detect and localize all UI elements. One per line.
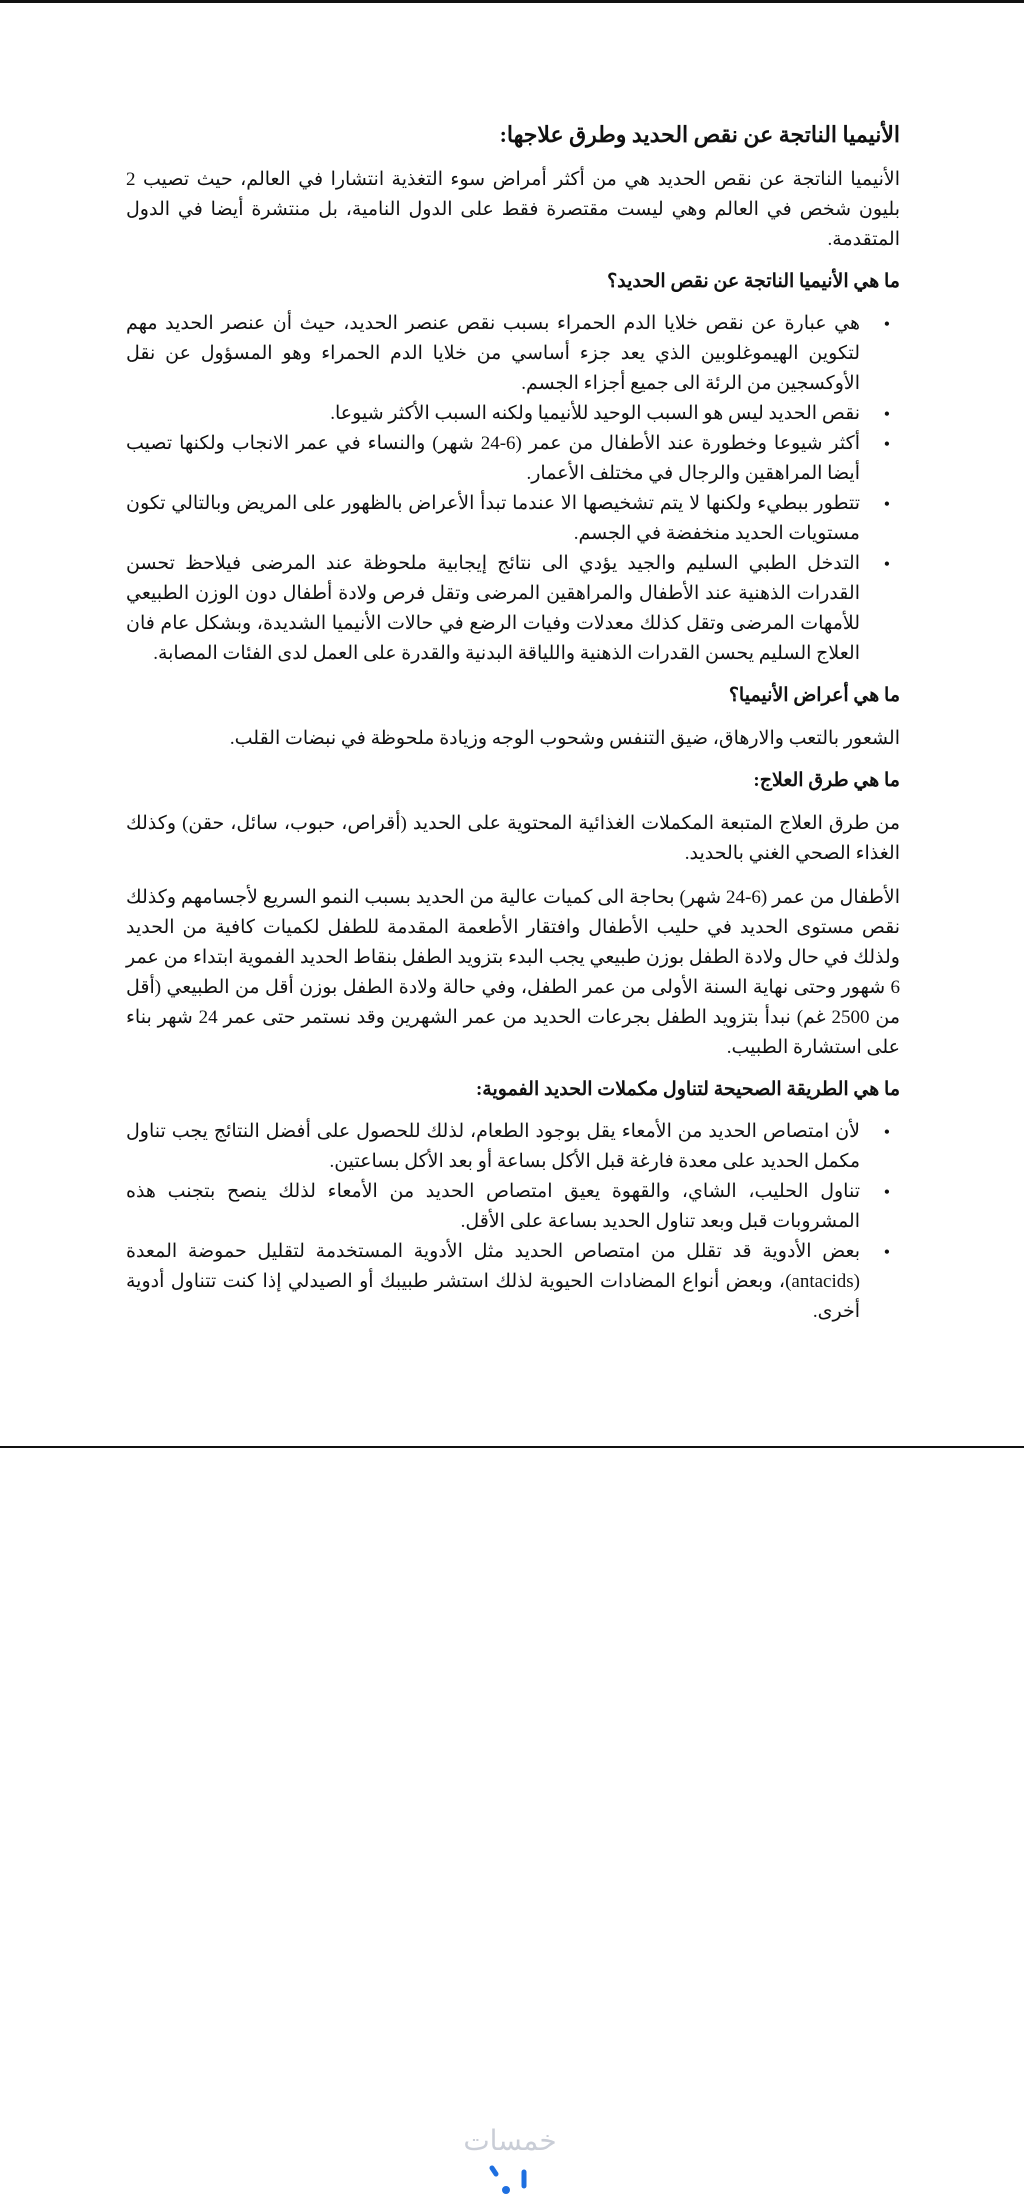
document-body — [126, 120, 900, 1341]
list-item: • أكثر شيوعا وخطورة عند الأطفال من عمر (6-24 شهر) والنساء في عمر الانجاب ولكنها تصيب أيضا المراهقين والرجال في مختلف الأعمار. — [126, 429, 860, 489]
top-border — [0, 0, 1024, 3]
watermark-accent-mark — [492, 2168, 496, 2174]
list-item: • هي عبارة عن نقص خلايا الدم الحمراء بسبب نقص عنصر الحديد، حيث أن عنصر الحديد مهم لتكوين الهيموغلوبين الذي يعد جزء أساسي من خلايا الدم الحمراء وهو المسؤول عن نقل الأوكسجين من الرئة الى جميع أجزاء الجسم. — [126, 309, 860, 399]
document-title: الأنيميا الناتجة عن نقص الحديد وطرق علاجها: — [499, 122, 900, 147]
section-heading-symptoms: ما هي أعراض الأنيميا؟ — [728, 685, 900, 707]
children-paragraph: الأطفال من عمر (6-24 شهر) بحاجة الى كميات عالية من الحديد بسبب النمو السريع لأجسامهم وكذلك نقص مستوى الحديد في حليب الأطفال وافتقار الأطعمة المقدمة للطفل لكميات كافية من الحديد ولذلك في حال ولادة الطفل بوزن طبيعي يجب البدء بتزويد الطفل بنقاط الحديد الفموية ابتداء من عمر 6 شهور وحتى نهاية السنة الأولى من عمر الطفل، وفي حالة ولادة الطفل بوزن أقل من الطبيعي (أقل من 2500 غم) نبدأ بتزويد الطفل بجرعات الحديد من عمر الشهرين وقد نستمر حتى عمر 24 شهر بناء على استشارة الطبيب. — [126, 886, 901, 1058]
treatment-paragraph: من طرق العلاج المتبعة المكملات الغذائية المحتوية على الحديد (أقراص، حبوب، سائل، حقن) وكذلك الغذاء الصحي الغني بالحديد. — [126, 812, 900, 864]
khamsat-watermark-logo — [440, 2120, 580, 2196]
symptoms-paragraph: الشعور بالتعب والارهاق، ضيق التنفس وشحوب الوجه وزيادة ملحوظة في نبضات القلب. — [229, 727, 900, 749]
section-heading-definition: ما هي الأنيميا الناتجة عن نقص الحديد؟ — [607, 270, 900, 292]
list-item: • تتطور ببطيء ولكنها لا يتم تشخيصها الا عندما تبدأ الأعراض بالظهور على المريض وبالتالي تكون مستويات الحديد منخفضة في الجسم. — [126, 489, 860, 549]
intro-paragraph: الأنيميا الناتجة عن نقص الحديد هي من أكثر أمراض سوء التغذية انتشارا في العالم، حيث تصيب 2 بليون شخص في العالم وهي ليست مقتصرة فقط على الدول النامية، بل منتشرة أيضا في الدول المتقدمة. — [126, 168, 900, 250]
list-item: • التدخل الطبي السليم والجيد يؤدي الى نتائج إيجابية ملحوظة عند المرضى فيلاحظ تحسن القدرات الذهنية عند الأطفال والمراهقين المرضى وتقل فرص ولادة أطفال دون الوزن الطبيعي للأمهات المرضى وتقل كذلك معدلات وفيات الرضع في حالات الأنيميا الشديدة، وبشكل عام فان العلاج السليم يحسن القدرات الذهنية واللياقة البدنية والقدرة على العمل لدى الفئات المصابة. — [126, 549, 860, 669]
definition-list — [126, 309, 900, 669]
list-item: • نقص الحديد ليس هو السبب الوحيد للأنيميا ولكنه السبب الأكثر شيوعا. — [126, 399, 860, 429]
section-heading-oral-supplements: ما هي الطريقة الصحيحة لتناول مكملات الحديد الفموية: — [475, 1078, 900, 1100]
supplements-list — [126, 1117, 900, 1327]
list-item: • تناول الحليب، الشاي، والقهوة يعيق امتصاص الحديد من الأمعاء لذلك ينصح بتجنب هذه المشروبات قبل وبعد تناول الحديد بساعة على الأقل. — [126, 1177, 860, 1237]
bottom-border — [0, 1446, 1024, 1448]
watermark-accent-dot — [502, 2186, 510, 2194]
list-item: • بعض الأدوية قد تقلل من امتصاص الحديد مثل الأدوية المستخدمة لتقليل حموضة المعدة (antacids)، وبعض أنواع المضادات الحيوية لذلك استشر طبيبك أو الصيدلي إذا كنت تتناول أدوية أخرى. — [126, 1237, 860, 1327]
watermark-text: خمسات — [463, 2124, 557, 2157]
section-heading-treatment: ما هي طرق العلاج: — [753, 769, 900, 791]
list-item: • لأن امتصاص الحديد من الأمعاء يقل بوجود الطعام، لذلك للحصول على أفضل النتائج يجب تناول مكمل الحديد على معدة فارغة قبل الأكل بساعة أو بعد الأكل بساعتين. — [126, 1117, 860, 1177]
